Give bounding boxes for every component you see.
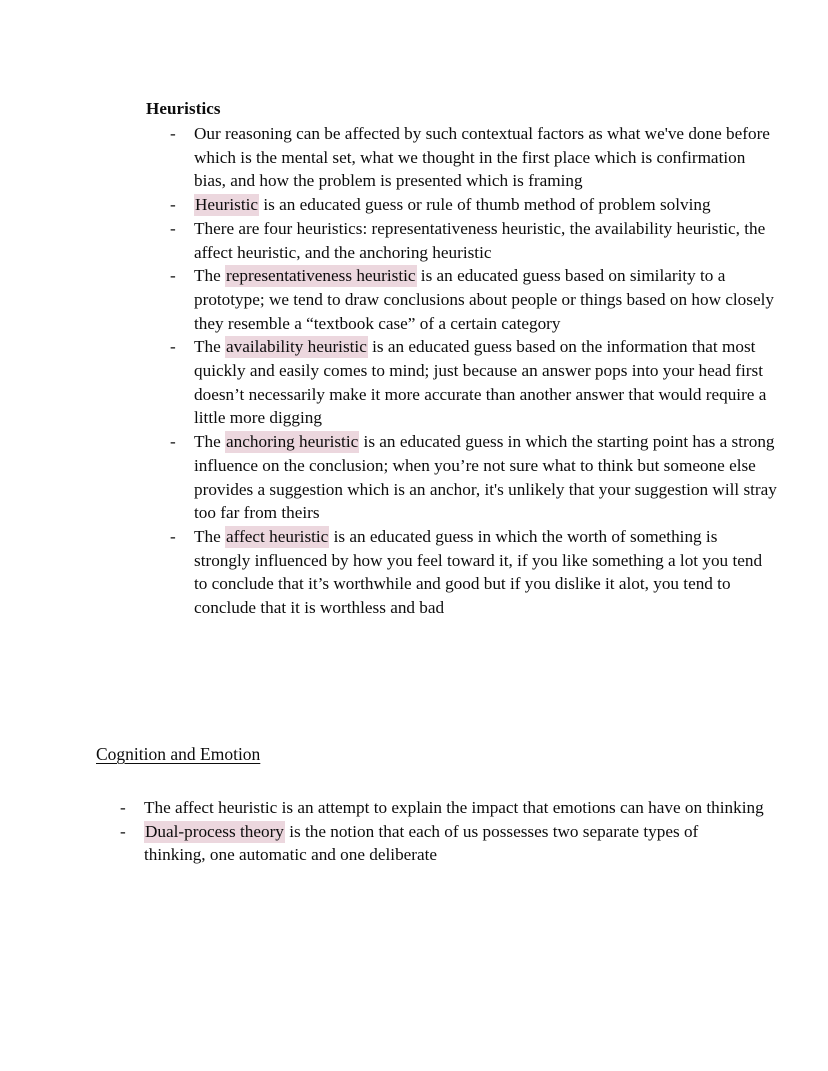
bullet-dash-marker: - bbox=[170, 195, 176, 215]
bullet-dash-marker: - bbox=[170, 526, 176, 546]
bullet-item-contextual-factors bbox=[146, 122, 778, 193]
bullet-item-affect-heuristic-emotions bbox=[96, 796, 764, 820]
bullet-item-four-heuristics bbox=[146, 217, 778, 264]
bullet-dash-marker: - bbox=[170, 124, 176, 143]
section-cognition-and-emotion bbox=[96, 742, 764, 867]
bullet-text-body: There are four heuristics: representativeness heuristic, the availability heuristic, the affect heuristic, and the anchoring heuristic bbox=[194, 218, 766, 262]
bullet-text-body: The affect heuristic is an attempt to explain the impact that emotions can have on thinking bbox=[144, 798, 764, 817]
section-heading-cognition-and-emotion: Cognition and Emotion bbox=[96, 744, 261, 764]
bullet-item-affect-heuristic bbox=[146, 525, 778, 620]
bullet-text-prefix: The bbox=[194, 432, 226, 452]
bullet-text-body: is an educated guess based on the information that most quickly and easily comes to mind; just because an answer pops into your head first doesn’t necessarily make it more accurate than another answer that would require a little more digging bbox=[194, 337, 767, 428]
bullet-text-prefix: The bbox=[194, 526, 226, 546]
bullet-list-cognition-and-emotion bbox=[96, 796, 764, 867]
bullet-dash-marker: - bbox=[120, 821, 126, 841]
bullet-text-body: is an educated guess based on similarity to a prototype; we tend to draw conclusions about people or things based on how closely they resemble a “textbook case” of a certain category bbox=[194, 266, 774, 333]
bullet-dash-marker: - bbox=[170, 432, 176, 452]
bullet-text-prefix: The bbox=[194, 337, 226, 357]
highlighted-term-anchoring-heuristic: anchoring heuristic bbox=[226, 432, 359, 452]
bullet-dash-marker: - bbox=[170, 337, 176, 357]
bullet-item-dual-process-theory bbox=[96, 820, 764, 867]
bullet-list-heuristics bbox=[146, 122, 777, 620]
bullet-text-body: Our reasoning can be affected by such contextual factors as what we've done before which is the mental set, what we thought in the first place which is confirmation bias, and how the problem is presented which is framing bbox=[194, 124, 770, 191]
highlighted-term-heuristic-definition: Heuristic bbox=[195, 195, 259, 215]
section-heading-heuristics: Heuristics bbox=[146, 99, 221, 118]
bullet-item-availability-heuristic bbox=[146, 335, 778, 430]
bullet-item-representativeness-heuristic bbox=[146, 264, 778, 335]
section-heuristics bbox=[146, 98, 777, 620]
bullet-dash-marker: - bbox=[170, 218, 176, 238]
bullet-text-body: is an educated guess in which the worth of something is strongly influenced by how you feel toward it, if you like something a lot you tend to conclude that it’s worthwhile and good but if you dislike it alot, you tend to conclude that it is worthless and bad bbox=[194, 526, 763, 618]
bullet-item-anchoring-heuristic bbox=[146, 430, 778, 525]
bullet-text-body: is the notion that each of us possesses two separate types of thinking, one automatic and one deliberate bbox=[144, 821, 699, 865]
highlighted-term-representativeness-heuristic: representativeness heuristic bbox=[226, 266, 416, 286]
bullet-text-body: is an educated guess or rule of thumb method of problem solving bbox=[259, 195, 711, 215]
bullet-text-body: is an educated guess in which the starting point has a strong influence on the conclusion; when you’re not sure what to think but someone else provides a suggestion which is an anchor, it's unlikely that your suggestion will stray too far from theirs bbox=[194, 432, 777, 523]
highlighted-term-availability-heuristic: availability heuristic bbox=[226, 337, 367, 357]
bullet-dash-marker: - bbox=[120, 798, 126, 817]
bullet-dash-marker: - bbox=[170, 266, 176, 286]
bullet-text-prefix: The bbox=[194, 266, 226, 286]
highlighted-term-dual-process-theory: Dual-process theory bbox=[145, 821, 284, 841]
highlighted-term-affect-heuristic: affect heuristic bbox=[226, 526, 329, 546]
bullet-item-heuristic-definition bbox=[146, 193, 778, 217]
